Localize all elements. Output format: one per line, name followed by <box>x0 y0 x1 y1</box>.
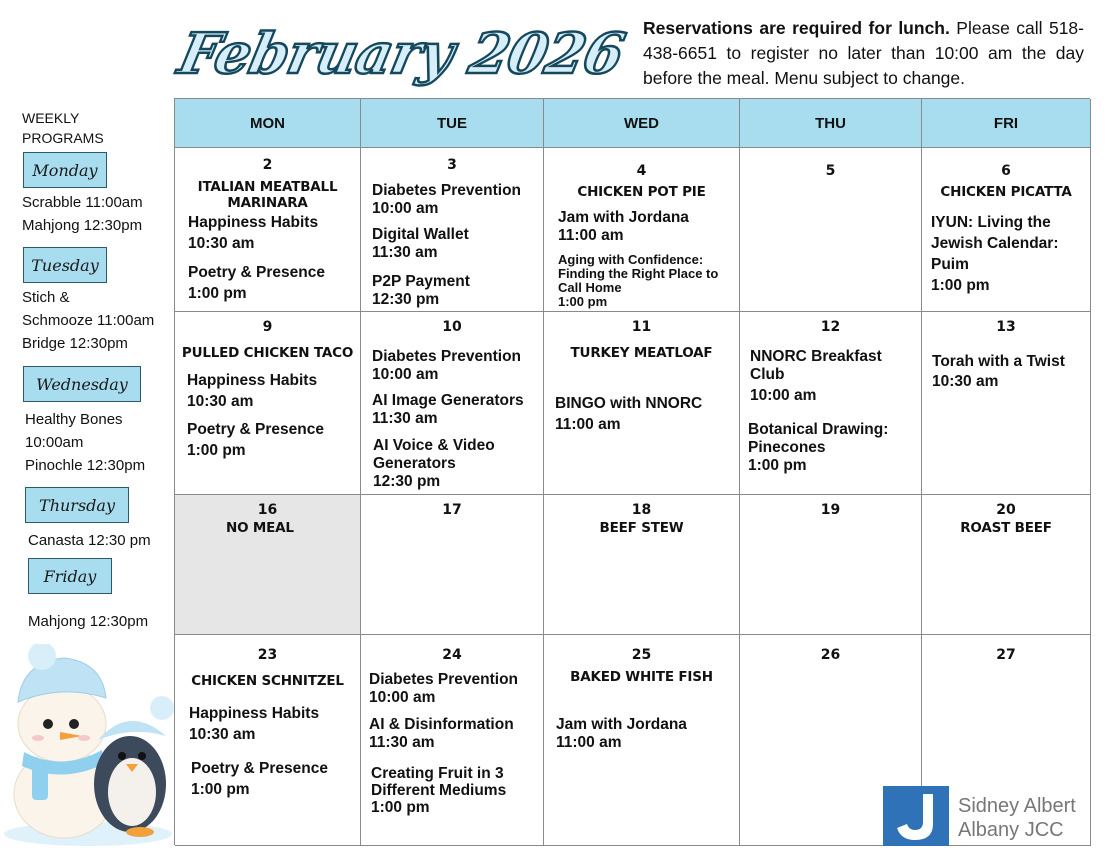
day-number: 6 <box>1001 163 1011 179</box>
event <box>189 705 319 744</box>
event-time: 1:00 pm <box>558 294 608 309</box>
lunch-reservation-notice <box>643 16 1084 91</box>
event-time: 10:30 am <box>188 235 255 252</box>
event-name: NNORC Breakfast Club <box>750 348 882 383</box>
day-cell <box>544 495 740 635</box>
day-number: 18 <box>631 502 652 518</box>
day-number: 2 <box>262 157 273 173</box>
day-number: 12 <box>820 319 841 335</box>
day-cell <box>175 312 361 495</box>
meal-name: NO MEAL <box>226 520 294 536</box>
event-name: Happiness Habits <box>187 372 318 389</box>
meal-name: BAKED WHITE FISH <box>570 669 713 685</box>
day-cell <box>361 495 544 635</box>
event-time: 12:30 pm <box>372 291 440 308</box>
tuesday-label: Tuesday <box>23 247 107 283</box>
event <box>191 760 328 799</box>
header-fri: FRI <box>922 99 1091 148</box>
header-mon: MON <box>175 99 361 148</box>
program-line: Bridge 12:30pm <box>22 335 128 352</box>
event-name: Happiness Habits <box>189 705 320 722</box>
program-line: Schmooze 11:00am <box>22 312 155 329</box>
meal-name: TURKEY MEATLOAF <box>570 345 713 361</box>
day-cell <box>740 495 922 635</box>
event-name: AI Image Generators <box>372 392 524 409</box>
event <box>188 264 325 303</box>
meal-name: CHICKEN PICATTA <box>940 184 1072 200</box>
event-time: 10:30 am <box>187 393 254 410</box>
event-time: 1:00 pm <box>748 457 807 474</box>
event <box>932 352 1065 392</box>
program-line: Pinochle 12:30pm <box>25 457 146 474</box>
event <box>556 716 687 752</box>
event <box>748 421 913 475</box>
event-name: Diabetes Prevention <box>372 348 522 365</box>
day-number: 13 <box>996 319 1016 335</box>
event-name: Diabetes Prevention <box>369 671 519 688</box>
event-time: 12:30 pm <box>373 473 441 490</box>
event-name: Creating Fruit in 3 Different Mediums <box>371 765 507 799</box>
event <box>372 182 521 218</box>
event-time: 10:00 am <box>369 689 436 706</box>
event-time: 1:00 pm <box>187 442 246 459</box>
day-number: 3 <box>447 157 457 173</box>
monday-label: Monday <box>23 152 107 188</box>
day-cell <box>922 495 1091 635</box>
day-cell <box>544 148 740 312</box>
day-cell <box>740 148 922 312</box>
event-name: IYUN: Living the Jewish Calendar: Puim <box>931 214 1059 273</box>
event-name: Happiness Habits <box>188 214 319 231</box>
j-letter-icon <box>883 786 949 846</box>
notice-bold: Reservations are required for lunch. <box>643 18 950 38</box>
event-name: AI Voice & Video Generators <box>373 437 495 472</box>
day-cell <box>544 635 740 846</box>
event-name: P2P Payment <box>372 273 470 290</box>
friday-programs <box>28 610 148 633</box>
day-number: 20 <box>996 502 1016 518</box>
day-cell <box>922 312 1091 495</box>
event <box>187 421 324 460</box>
day-cell <box>175 495 361 635</box>
event-time: 11:00 am <box>558 227 624 244</box>
event <box>555 395 702 434</box>
event <box>558 209 689 245</box>
event-name: Jam with Jordana <box>556 716 687 733</box>
event <box>373 437 533 491</box>
program-line: Healthy Bones <box>25 411 123 428</box>
wednesday-programs <box>25 408 145 477</box>
weekly-title-line1: WEEKLY <box>22 110 80 126</box>
header-tue: TUE <box>361 99 544 148</box>
event-name: Torah with a Twist <box>932 353 1065 370</box>
event-time: 1:00 pm <box>371 799 430 816</box>
day-cell <box>361 148 544 312</box>
day-cell <box>544 312 740 495</box>
event-name: Jam with Jordana <box>558 209 689 226</box>
event-name: BINGO with NNORC <box>555 395 703 412</box>
jcc-logo-text <box>958 794 1076 842</box>
snowman-penguin-illustration <box>2 644 174 849</box>
program-line: Canasta 12:30 pm <box>28 532 151 549</box>
event-time: 11:00 am <box>556 734 622 751</box>
event-time: 10:30 am <box>189 726 256 743</box>
day-cell <box>922 148 1091 312</box>
day-number: 27 <box>996 647 1016 663</box>
day-number: 9 <box>262 319 273 335</box>
event-time: 10:30 am <box>932 373 999 390</box>
day-number: 16 <box>257 502 278 518</box>
event-name: Botanical Drawing: Pinecones <box>748 421 889 456</box>
logo-line2: Albany JCC <box>958 819 1064 841</box>
event-name: AI & Disinformation <box>369 716 514 733</box>
event-time: 10:00 am <box>372 366 439 383</box>
event <box>372 348 521 384</box>
day-cell <box>361 312 544 495</box>
meal-name: PULLED CHICKEN TACO <box>181 345 354 361</box>
thursday-label: Thursday <box>25 487 129 523</box>
event <box>372 273 470 309</box>
day-cell <box>361 635 544 846</box>
jcc-logo-mark <box>883 786 949 846</box>
event-time: 1:00 pm <box>191 781 250 798</box>
thursday-programs <box>28 529 151 552</box>
event-name: Aging with Confidence: Finding the Right Place to Call Home <box>558 252 719 295</box>
day-number: 17 <box>442 502 462 518</box>
event-time: 1:00 pm <box>931 277 990 294</box>
event <box>931 212 1081 296</box>
event <box>369 671 518 707</box>
event <box>187 372 317 411</box>
monday-programs <box>22 191 143 237</box>
day-cell <box>175 148 361 312</box>
calendar-title: February 2026 <box>172 21 630 87</box>
event-time: 11:30 am <box>372 410 438 427</box>
program-line: 10:00am <box>25 434 84 451</box>
program-line: Scrabble 11:00am <box>22 194 143 211</box>
day-number: 10 <box>442 319 462 335</box>
day-number: 26 <box>820 647 841 663</box>
event <box>372 392 524 428</box>
event-name: Poetry & Presence <box>188 264 325 281</box>
event <box>188 214 318 253</box>
day-number: 5 <box>825 163 836 179</box>
event-time: 1:00 pm <box>188 285 247 302</box>
tuesday-programs <box>22 286 154 355</box>
event-name: Poetry & Presence <box>187 421 324 438</box>
weekly-title-line2: PROGRAMS <box>22 130 104 146</box>
wednesday-label: Wednesday <box>23 366 141 402</box>
meal-name: CHICKEN POT PIE <box>577 184 706 200</box>
meal-name: CHICKEN SCHNITZEL <box>191 673 344 689</box>
event-time: 10:00 am <box>750 387 817 404</box>
event <box>558 253 734 309</box>
event-time: 11:30 am <box>372 244 438 261</box>
event <box>750 348 915 405</box>
day-number: 23 <box>257 647 278 663</box>
day-cell <box>740 312 922 495</box>
event-time: 10:00 am <box>372 200 439 217</box>
day-number: 11 <box>631 319 652 335</box>
day-cell <box>175 635 361 846</box>
day-number: 19 <box>820 502 841 518</box>
day-number: 24 <box>442 647 462 663</box>
program-line: Stich & <box>22 289 70 306</box>
friday-label: Friday <box>28 558 112 594</box>
notice-text: Please call 518-438-6651 to register no later than 10:00 am the day before the meal. Menu subject to change. <box>643 18 1084 88</box>
event-name: Digital Wallet <box>372 226 469 243</box>
header-wed: WED <box>544 99 740 148</box>
meal-name: BEEF STEW <box>599 520 684 536</box>
program-line: Mahjong 12:30pm <box>28 613 149 630</box>
day-number: 25 <box>631 647 652 663</box>
program-line: Mahjong 12:30pm <box>22 217 143 234</box>
event-time: 11:30 am <box>369 734 435 751</box>
event <box>372 226 469 262</box>
event-time: 11:00 am <box>555 416 621 433</box>
meal-name: ITALIAN MEATBALL MARINARA <box>197 179 338 211</box>
event-name: Poetry & Presence <box>191 760 328 777</box>
calendar-grid <box>174 98 1090 845</box>
weekly-programs-title <box>22 108 104 148</box>
logo-line1: Sidney Albert <box>958 795 1076 817</box>
event <box>371 765 531 816</box>
event-name: Diabetes Prevention <box>372 182 522 199</box>
event <box>369 716 514 752</box>
day-number: 4 <box>636 163 647 179</box>
header-thu: THU <box>740 99 922 148</box>
meal-name: ROAST BEEF <box>960 520 1052 536</box>
